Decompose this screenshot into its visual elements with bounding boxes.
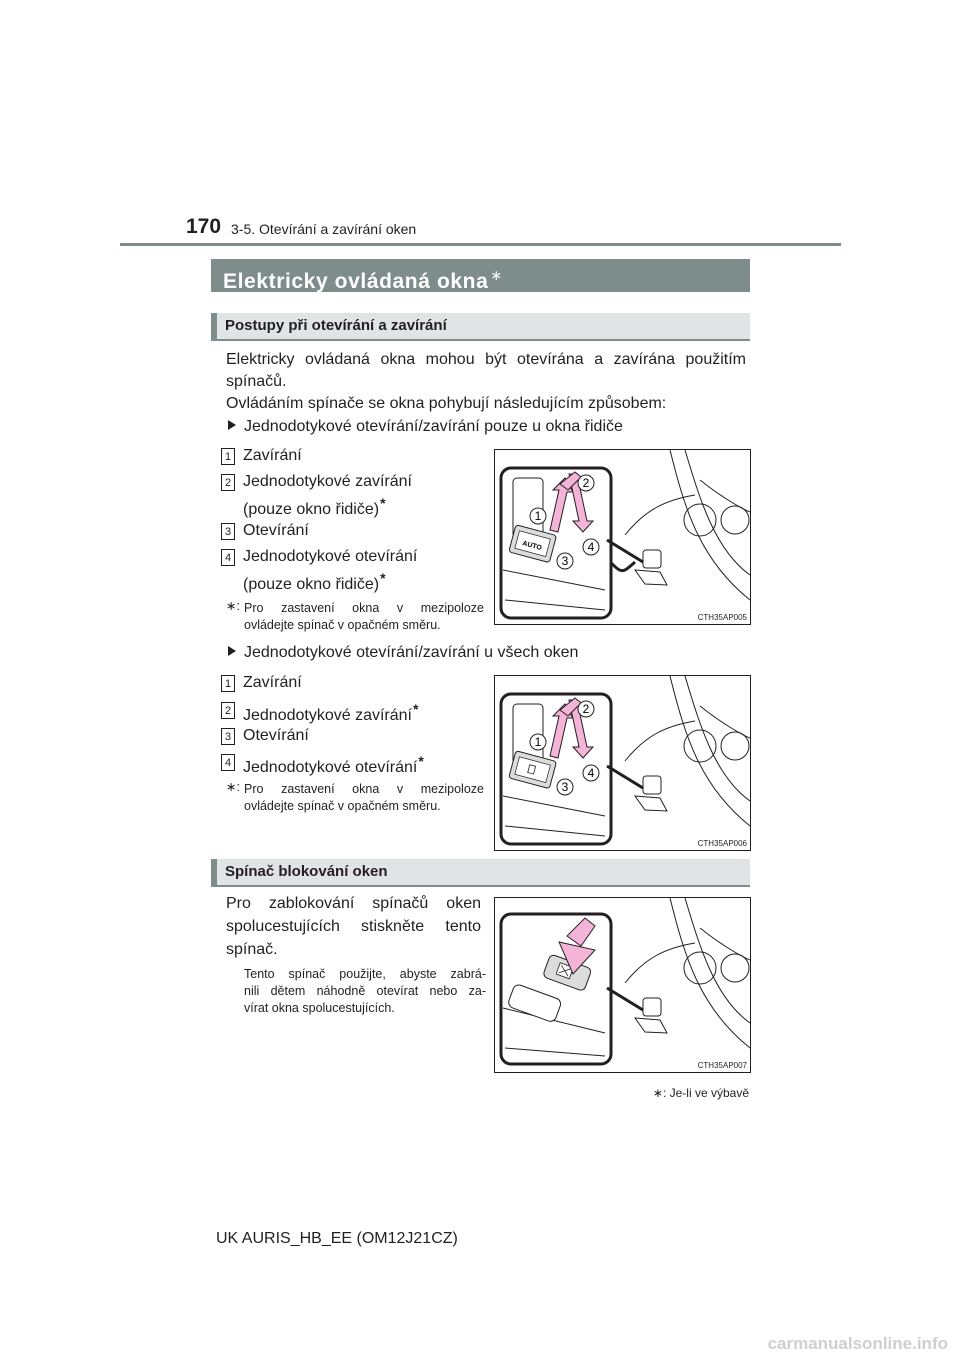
item-label-text: Jednodotykové zavírání <box>243 707 412 724</box>
item-label <box>243 520 309 541</box>
model-code: UK AURIS_HB_EE (OM12J21CZ) <box>216 1230 458 1247</box>
asterisk-marker: * <box>380 570 386 586</box>
callout-3: 3 <box>561 554 569 568</box>
item-label <box>243 546 417 567</box>
asterisk-marker: * <box>418 753 424 769</box>
callout-2: 2 <box>582 476 590 490</box>
section-heading-procedures: Postupy při otevírání a zavírání <box>211 313 750 341</box>
item-label-text: Jednodotykové otevírání <box>243 759 418 776</box>
figure-code: CTH35AP005 <box>697 613 747 622</box>
header-rule <box>120 243 841 246</box>
lock-note-line-1: Tento spínač použijte, abyste zabrá- <box>244 967 486 981</box>
item-label <box>243 699 418 726</box>
main-heading-marker: ∗ <box>490 267 503 283</box>
bullet-driver-only <box>228 418 623 436</box>
bullet-all-windows <box>228 644 578 662</box>
intro-line-2: spínačů. <box>226 373 287 390</box>
callout-3: 3 <box>561 780 569 794</box>
item-label-line1: Otevírání <box>243 522 309 539</box>
callout-4: 4 <box>587 766 595 780</box>
lock-text-line-3: spínač. <box>226 941 278 958</box>
figure-all-switches <box>494 675 751 851</box>
item-number-box: 2 <box>221 702 235 719</box>
main-heading-title: Elektricky ovládaná okna <box>223 270 489 293</box>
item-label <box>243 445 302 466</box>
note-line-2: ovládejte spínač v opačném směru. <box>244 618 441 632</box>
item-label-line2-text: (pouze okno řidiče) <box>243 576 380 593</box>
note-line-1: Pro zastavení okna v mezipoloze <box>244 601 484 615</box>
bullet-driver-only-text: Jednodotykové otevírání/zavírání pouze u okna řidiče <box>244 418 623 435</box>
lock-text-line-2: spolucestujících stiskněte tento <box>226 918 481 935</box>
auto-label: AUTO <box>521 540 543 553</box>
main-heading <box>211 259 750 292</box>
item-label <box>243 751 424 778</box>
item-number-box: 2 <box>221 474 235 491</box>
item-label: Otevírání <box>243 727 309 744</box>
item-number-box: 1 <box>221 675 235 692</box>
callout-4: 4 <box>587 540 595 554</box>
lock-note-line-2: nili dětem náhodně otevírat nebo za- <box>244 984 486 998</box>
figure-code: CTH35AP006 <box>697 839 747 848</box>
intro-line-1: Elektricky ovládaná okna mohou být otevírána a zavírána použitím <box>226 351 746 368</box>
asterisk-marker: * <box>413 701 419 717</box>
bullet-triangle-icon <box>228 646 236 656</box>
note-line-2: ovládejte spínač v opačném směru. <box>244 799 441 813</box>
item-label-line2-text: (pouze okno řidiče) <box>243 501 380 518</box>
note-marker: ∗: <box>226 780 240 794</box>
figure-illustration <box>495 450 750 624</box>
note-line-1: Pro zastavení okna v mezipoloze <box>244 782 484 796</box>
availability-footnote: ∗: Je-li ve výbavě <box>652 1086 749 1100</box>
item-label-line2 <box>243 568 386 595</box>
figure-illustration <box>495 898 750 1072</box>
item-number-box: 3 <box>221 728 235 745</box>
callout-1: 1 <box>534 509 542 523</box>
item-label-line1: Zavírání <box>243 447 302 464</box>
item-number-box: 4 <box>221 754 235 771</box>
item-number-box: 1 <box>221 448 235 465</box>
item-label: Zavírání <box>243 674 302 691</box>
bullet-all-windows-text: Jednodotykové otevírání/zavírání u všech oken <box>244 644 579 661</box>
item-number-box: 3 <box>221 523 235 540</box>
lock-note-line-3: vírat okna spolucestujících. <box>244 1001 395 1015</box>
item-label-line1: Jednodotykové zavírání <box>243 473 412 490</box>
figure-code: CTH35AP007 <box>697 1061 747 1070</box>
callout-2: 2 <box>582 702 590 716</box>
figure-lock-switch <box>494 897 751 1073</box>
item-label <box>243 471 412 492</box>
callout-1: 1 <box>534 735 542 749</box>
section-heading-window-lock: Spínač blokování oken <box>211 859 750 887</box>
intro-line-3: Ovládáním spínače se okna pohybují následujícím způsobem: <box>226 395 667 412</box>
page-number: 170 <box>186 215 222 238</box>
figure-driver-switch <box>494 449 751 625</box>
item-label-line1: Jednodotykové otevírání <box>243 548 418 565</box>
note-marker: ∗: <box>226 599 240 613</box>
section-reference: 3-5. Otevírání a zavírání oken <box>231 221 417 237</box>
item-number-box: 4 <box>221 549 235 566</box>
asterisk-marker: * <box>380 495 386 511</box>
item-label-line2 <box>243 493 386 520</box>
watermark: carmanualsonline.info <box>767 1334 948 1353</box>
figure-illustration <box>495 676 750 850</box>
bullet-triangle-icon <box>228 420 236 430</box>
lock-text-line-1: Pro zablokování spínačů oken <box>226 895 481 912</box>
